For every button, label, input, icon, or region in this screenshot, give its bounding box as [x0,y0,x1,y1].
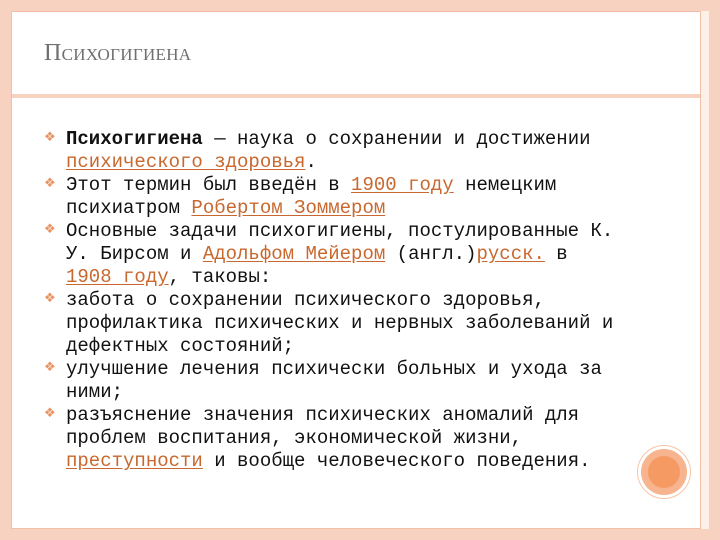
text-link[interactable]: 1900 году [351,174,454,196]
text-link[interactable]: психического здоровья [66,151,306,173]
title-divider [12,94,700,98]
diamond-bullet-icon: ❖ [44,291,56,306]
bullet-item [44,174,624,220]
bullet-text: . [305,151,317,173]
text-link[interactable]: 1908 году [66,266,169,288]
diamond-bullet-icon: ❖ [44,406,56,421]
bullet-item [44,358,624,404]
bullet-text: и вообще человеческого поведения. [202,450,591,472]
bullet-text: в [544,243,568,265]
slide-title: Психогигиена [44,40,192,66]
bullet-text: — наука о сохранении и достижении [202,128,591,150]
text-link[interactable]: русск. [476,243,545,265]
bullet-text: разъяснение значения психических аномалий для проблем воспитания, экономической жизни, [66,404,580,449]
bullet-text: улучшение лечения психически больных и ухода за ними; [66,358,602,403]
diamond-bullet-icon: ❖ [44,222,56,237]
bullet-text: , таковы: [168,266,272,288]
text-link[interactable]: преступности [66,450,203,472]
bullet-text: Основные задачи психогигиены, постулированные К. У. Бирсом и [66,220,614,265]
term-bold: Психогигиена [66,128,203,150]
bullet-item [44,289,624,358]
bullet-item [44,128,624,174]
bullet-text: немецким психиатром [66,174,557,219]
text-link[interactable]: Робертом Зоммером [191,197,386,219]
diamond-bullet-icon: ❖ [44,176,56,191]
bullet-item [44,404,624,473]
decorative-circle-inner [648,456,680,488]
diamond-bullet-icon: ❖ [44,360,56,375]
diamond-bullet-icon: ❖ [44,130,56,145]
bullet-text: забота о сохранении психического здоровья, профилактика психических и нервных заболеваний и дефектных состояний; [66,289,614,357]
text-link[interactable]: Адольфом Мейером [202,243,386,265]
bullet-text: (англ.) [385,243,477,265]
bullet-list [44,128,624,473]
bullet-item [44,220,624,289]
bullet-text: Этот термин был введён в [66,174,352,196]
